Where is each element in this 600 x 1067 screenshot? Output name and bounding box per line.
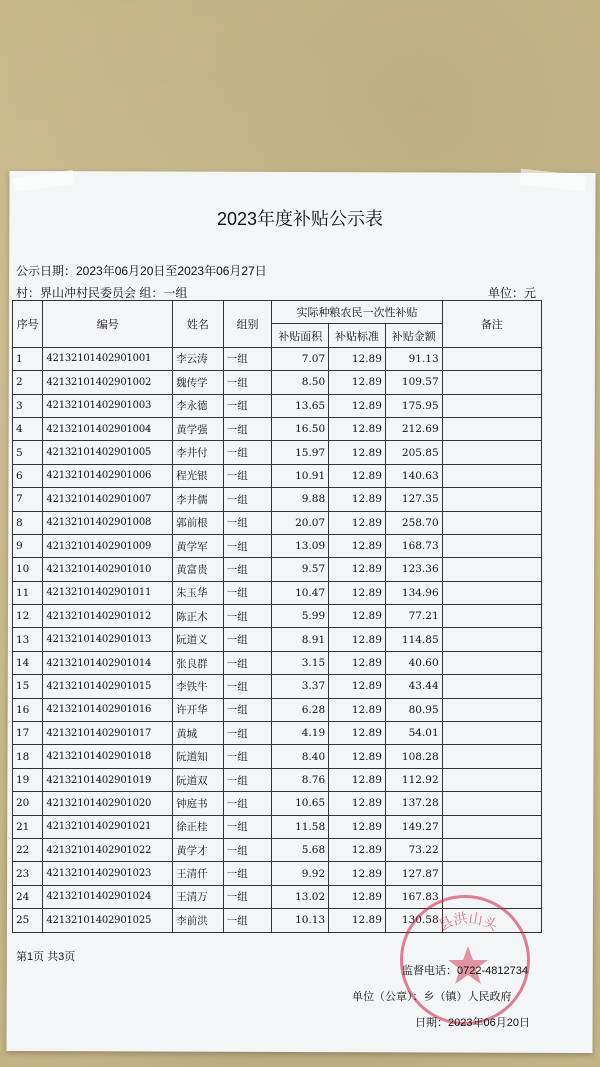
- official-seal: [400, 895, 530, 1025]
- row-name: 李井儒: [173, 488, 224, 511]
- row-code: 42132101402901015: [43, 675, 173, 698]
- row-name: 李井付: [173, 441, 224, 464]
- row-amount: 168.73: [385, 534, 442, 557]
- row-amount: 108.28: [385, 745, 442, 768]
- row-remark: [442, 347, 541, 370]
- row-amount: 77.21: [385, 605, 442, 628]
- table-row: [13, 792, 542, 815]
- row-group: 一组: [223, 745, 272, 768]
- row-rate: 12.89: [329, 628, 386, 651]
- row-area: 5.99: [272, 605, 329, 628]
- row-number: 6: [13, 464, 43, 487]
- row-rate: 12.89: [329, 394, 386, 417]
- table-row: [13, 722, 542, 745]
- row-amount: 149.27: [385, 815, 442, 838]
- row-remark: [442, 394, 541, 417]
- row-code: 42132101402901002: [43, 371, 173, 394]
- row-name: 魏传学: [173, 371, 224, 394]
- row-amount: 167.83: [385, 885, 442, 908]
- row-amount: 54.01: [385, 722, 442, 745]
- row-number: 24: [13, 885, 43, 908]
- supervision-phone: 监督电话：0722-4812734: [402, 965, 528, 977]
- row-number: 11: [13, 581, 43, 604]
- publish-date: 公示日期：2023年06月20日至2023年06月27日: [16, 264, 267, 278]
- row-area: 10.47: [272, 581, 329, 604]
- row-remark: [442, 838, 541, 861]
- row-area: 10.13: [272, 909, 329, 932]
- row-name: 黄学军: [173, 534, 224, 557]
- row-number: 19: [13, 768, 43, 791]
- row-group: 一组: [223, 628, 272, 651]
- row-number: 16: [13, 698, 43, 721]
- row-remark: [442, 511, 541, 534]
- row-group: 一组: [223, 792, 272, 815]
- row-remark: [442, 792, 541, 815]
- table-row: [13, 581, 542, 604]
- header-code: 编号: [43, 301, 173, 348]
- row-name: 王清仟: [173, 862, 224, 885]
- row-name: 黄城: [173, 722, 224, 745]
- row-rate: 12.89: [329, 417, 386, 440]
- row-number: 5: [13, 441, 43, 464]
- row-number: 17: [13, 722, 43, 745]
- row-number: 13: [13, 628, 43, 651]
- row-amount: 109.57: [385, 371, 442, 394]
- row-number: 21: [13, 815, 43, 838]
- row-remark: [442, 417, 541, 440]
- row-group: 一组: [223, 534, 272, 557]
- row-rate: 12.89: [329, 605, 386, 628]
- unit-label: 单位：元: [488, 286, 537, 300]
- row-remark: [442, 862, 541, 885]
- row-group: 一组: [223, 488, 272, 511]
- row-rate: 12.89: [329, 745, 386, 768]
- table-row: [13, 628, 542, 651]
- row-group: 一组: [223, 605, 272, 628]
- row-code: 42132101402901024: [43, 885, 173, 908]
- row-code: 42132101402901004: [43, 417, 173, 440]
- row-remark: [442, 605, 541, 628]
- row-name: 许开华: [173, 698, 224, 721]
- row-name: 李铁牛: [173, 675, 224, 698]
- row-area: 9.57: [272, 558, 329, 581]
- row-amount: 130.58: [385, 909, 442, 932]
- row-amount: 205.85: [385, 441, 442, 464]
- row-code: 42132101402901010: [43, 558, 173, 581]
- row-amount: 258.70: [385, 511, 442, 534]
- row-number: 12: [13, 605, 43, 628]
- row-code: 42132101402901008: [43, 511, 173, 534]
- row-number: 9: [13, 534, 43, 557]
- table-row: [13, 768, 542, 791]
- row-code: 42132101402901019: [43, 768, 173, 791]
- table-row: [13, 862, 542, 885]
- row-code: 42132101402901022: [43, 838, 173, 861]
- row-amount: 43.44: [385, 675, 442, 698]
- row-name: 郭前根: [173, 511, 224, 534]
- row-amount: 112.92: [385, 768, 442, 791]
- header-area: 补贴面积: [272, 324, 329, 347]
- row-group: 一组: [223, 885, 272, 908]
- row-code: 42132101402901009: [43, 534, 173, 557]
- row-rate: 12.89: [329, 698, 386, 721]
- row-rate: 12.89: [329, 838, 386, 861]
- row-rate: 12.89: [329, 511, 386, 534]
- village-group: 村：界山冲村民委员会 组：一组: [16, 286, 188, 300]
- row-group: 一组: [223, 371, 272, 394]
- row-rate: 12.89: [329, 675, 386, 698]
- issue-date: 日期：2023年06月20日: [415, 1017, 530, 1029]
- row-number: 4: [13, 417, 43, 440]
- row-name: 李永德: [173, 394, 224, 417]
- row-code: 42132101402901012: [43, 605, 173, 628]
- row-group: 一组: [223, 558, 272, 581]
- table-row: [13, 371, 542, 394]
- subsidy-table: [12, 300, 542, 933]
- row-code: 42132101402901021: [43, 815, 173, 838]
- row-rate: 12.89: [329, 488, 386, 511]
- row-remark: [442, 651, 541, 674]
- row-area: 4.19: [272, 722, 329, 745]
- row-code: 42132101402901018: [43, 745, 173, 768]
- row-name: 黄富贵: [173, 558, 224, 581]
- row-area: 13.65: [272, 394, 329, 417]
- row-remark: [442, 441, 541, 464]
- row-area: 8.76: [272, 768, 329, 791]
- row-name: 张良群: [173, 651, 224, 674]
- row-group: 一组: [223, 511, 272, 534]
- table-row: [13, 464, 542, 487]
- table-row: [13, 417, 542, 440]
- row-number: 2: [13, 371, 43, 394]
- row-amount: 137.28: [385, 792, 442, 815]
- row-remark: [442, 464, 541, 487]
- row-rate: 12.89: [329, 558, 386, 581]
- row-area: 20.07: [272, 511, 329, 534]
- row-rate: 12.89: [329, 768, 386, 791]
- row-amount: 134.96: [385, 581, 442, 604]
- row-name: 阮道知: [173, 745, 224, 768]
- table-row: [13, 394, 542, 417]
- row-amount: 212.69: [385, 417, 442, 440]
- row-rate: 12.89: [329, 862, 386, 885]
- table-body: [13, 347, 542, 932]
- row-code: 42132101402901007: [43, 488, 173, 511]
- row-area: 3.37: [272, 675, 329, 698]
- row-number: 10: [13, 558, 43, 581]
- row-number: 1: [13, 347, 43, 370]
- row-area: 8.91: [272, 628, 329, 651]
- row-name: 阮道双: [173, 768, 224, 791]
- row-name: 朱玉华: [173, 581, 224, 604]
- row-rate: 12.89: [329, 815, 386, 838]
- row-amount: 73.22: [385, 838, 442, 861]
- row-area: 13.02: [272, 885, 329, 908]
- row-number: 25: [13, 909, 43, 932]
- row-rate: 12.89: [329, 464, 386, 487]
- header-rate: 补贴标准: [329, 324, 386, 347]
- page-title: 2023年度补贴公示表: [216, 209, 384, 229]
- row-number: 20: [13, 792, 43, 815]
- row-remark: [442, 371, 541, 394]
- page-count: 第1页 共3页: [16, 951, 76, 963]
- row-rate: 12.89: [329, 651, 386, 674]
- row-remark: [442, 675, 541, 698]
- row-code: 42132101402901020: [43, 792, 173, 815]
- header-remark: 备注: [442, 301, 541, 348]
- header-subsidy-group: 实际种粮农民一次性补贴: [272, 301, 442, 324]
- row-name: 徐正桂: [173, 815, 224, 838]
- row-group: 一组: [223, 464, 272, 487]
- row-amount: 80.95: [385, 698, 442, 721]
- row-code: 42132101402901017: [43, 722, 173, 745]
- table-row: [13, 347, 542, 370]
- row-area: 15.97: [272, 441, 329, 464]
- row-remark: [442, 558, 541, 581]
- row-area: 16.50: [272, 417, 329, 440]
- row-area: 10.91: [272, 464, 329, 487]
- row-remark: [442, 768, 541, 791]
- table-row: [13, 675, 542, 698]
- table-row: [13, 605, 542, 628]
- row-group: 一组: [223, 862, 272, 885]
- row-number: 3: [13, 394, 43, 417]
- row-group: 一组: [223, 838, 272, 861]
- row-number: 7: [13, 488, 43, 511]
- row-name: 程光银: [173, 464, 224, 487]
- seal-text: 县洪山头: [436, 910, 500, 935]
- row-amount: 127.87: [385, 862, 442, 885]
- row-amount: 175.95: [385, 394, 442, 417]
- row-number: 8: [13, 511, 43, 534]
- row-amount: 140.63: [385, 464, 442, 487]
- table-row: [13, 745, 542, 768]
- row-remark: [442, 722, 541, 745]
- row-rate: 12.89: [329, 347, 386, 370]
- row-amount: 127.35: [385, 488, 442, 511]
- row-area: 8.40: [272, 745, 329, 768]
- table-row: [13, 441, 542, 464]
- row-area: 6.28: [272, 698, 329, 721]
- table-row: [13, 838, 542, 861]
- row-rate: 12.89: [329, 534, 386, 557]
- row-code: 42132101402901016: [43, 698, 173, 721]
- row-area: 11.58: [272, 815, 329, 838]
- row-rate: 12.89: [329, 909, 386, 932]
- row-name: 李前洪: [173, 909, 224, 932]
- row-name: 钟庭书: [173, 792, 224, 815]
- issuer-unit: 单位（公章）：乡（镇）人民政府: [352, 991, 512, 1003]
- row-remark: [442, 488, 541, 511]
- row-amount: 40.60: [385, 651, 442, 674]
- row-group: 一组: [223, 698, 272, 721]
- row-code: 42132101402901006: [43, 464, 173, 487]
- row-group: 一组: [223, 417, 272, 440]
- row-remark: [442, 815, 541, 838]
- row-name: 李云涛: [173, 347, 224, 370]
- row-number: 15: [13, 675, 43, 698]
- row-code: 42132101402901011: [43, 581, 173, 604]
- row-area: 3.15: [272, 651, 329, 674]
- row-group: 一组: [223, 909, 272, 932]
- header-no: 序号: [13, 301, 43, 348]
- row-rate: 12.89: [329, 792, 386, 815]
- row-group: 一组: [223, 675, 272, 698]
- row-group: 一组: [223, 347, 272, 370]
- row-name: 陈正木: [173, 605, 224, 628]
- row-rate: 12.89: [329, 441, 386, 464]
- row-amount: 114.85: [385, 628, 442, 651]
- row-area: 10.65: [272, 792, 329, 815]
- row-area: 9.88: [272, 488, 329, 511]
- row-group: 一组: [223, 651, 272, 674]
- row-group: 一组: [223, 394, 272, 417]
- row-remark: [442, 534, 541, 557]
- row-code: 42132101402901013: [43, 628, 173, 651]
- row-number: 22: [13, 838, 43, 861]
- header-name: 姓名: [173, 301, 224, 348]
- row-remark: [442, 628, 541, 651]
- row-name: 黄学才: [173, 838, 224, 861]
- header-group: 组别: [223, 301, 272, 348]
- row-remark: [442, 581, 541, 604]
- row-name: 阮道义: [173, 628, 224, 651]
- row-group: 一组: [223, 581, 272, 604]
- row-area: 8.50: [272, 371, 329, 394]
- row-rate: 12.89: [329, 581, 386, 604]
- row-rate: 12.89: [329, 885, 386, 908]
- row-area: 13.09: [272, 534, 329, 557]
- row-number: 23: [13, 862, 43, 885]
- row-group: 一组: [223, 815, 272, 838]
- row-number: 14: [13, 651, 43, 674]
- table-row: [13, 558, 542, 581]
- table-row: [13, 488, 542, 511]
- row-group: 一组: [223, 768, 272, 791]
- row-area: 9.92: [272, 862, 329, 885]
- row-code: 42132101402901001: [43, 347, 173, 370]
- row-code: 42132101402901003: [43, 394, 173, 417]
- row-name: 王清万: [173, 885, 224, 908]
- row-name: 黄学强: [173, 417, 224, 440]
- row-remark: [442, 698, 541, 721]
- header-amount: 补贴金额: [385, 324, 442, 347]
- row-amount: 91.13: [385, 347, 442, 370]
- table-row: [13, 534, 542, 557]
- row-code: 42132101402901023: [43, 862, 173, 885]
- row-group: 一组: [223, 441, 272, 464]
- row-area: 5.68: [272, 838, 329, 861]
- table-row: [13, 651, 542, 674]
- row-amount: 123.36: [385, 558, 442, 581]
- row-group: 一组: [223, 722, 272, 745]
- row-code: 42132101402901025: [43, 909, 173, 932]
- row-code: 42132101402901014: [43, 651, 173, 674]
- row-code: 42132101402901005: [43, 441, 173, 464]
- row-remark: [442, 745, 541, 768]
- table-row: [13, 815, 542, 838]
- row-rate: 12.89: [329, 371, 386, 394]
- row-area: 7.07: [272, 347, 329, 370]
- table-row: [13, 511, 542, 534]
- row-rate: 12.89: [329, 722, 386, 745]
- row-number: 18: [13, 745, 43, 768]
- table-row: [13, 698, 542, 721]
